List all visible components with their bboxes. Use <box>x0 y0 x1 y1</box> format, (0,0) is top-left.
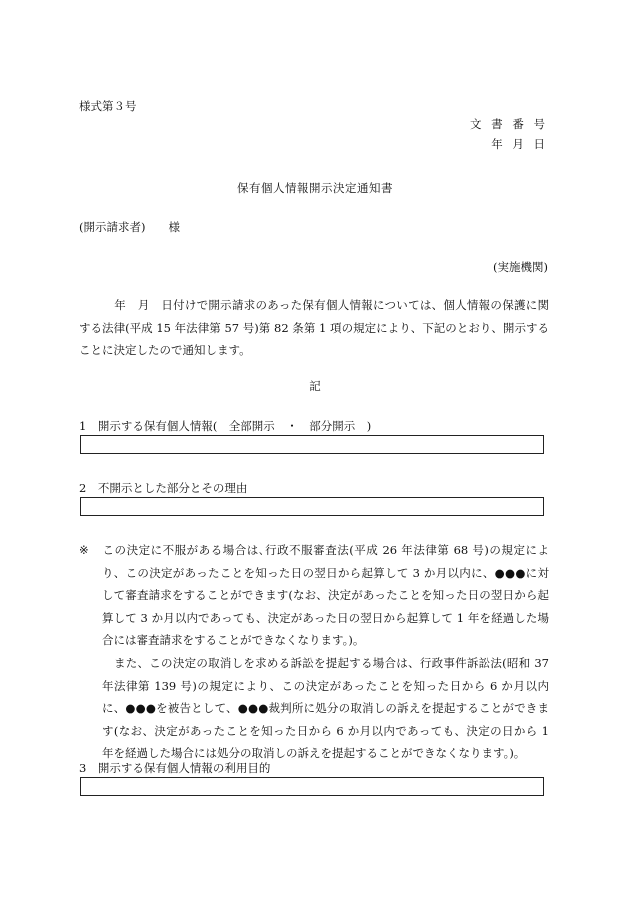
section-3-field[interactable] <box>80 777 544 796</box>
section-2-heading: 2 不開示とした部分とその理由 <box>79 481 248 495</box>
section-3-heading: 3 開示する保有個人情報の利用目的 <box>79 761 271 775</box>
note-paragraph-2: また、この決定の取消しを求める訴訟を提起する場合は、行政事件訴訟法(昭和 37 年法律第 139 号)の規定により、この決定があったことを知った日から 6 か月以内に、●●●を被告として、●●●裁判所に処分の取消しの訴えを提起することができます(なお、決定があったことを知った日から 6 か月以内であっても、決定の日から 1 年を経過した場合には処分の取消しの訴えを提起することができなくなります。)。 <box>102 656 549 760</box>
note-mark: ※ <box>79 543 89 557</box>
section-1-field[interactable] <box>80 435 544 454</box>
note-paragraph-1 <box>79 539 549 652</box>
form-number: 様式第３号 <box>79 99 137 113</box>
note-paragraph-1-text: この決定に不服がある場合は､行政不服審査法(平成 26 年法律第 68 号)の規定により、この決定があったことを知った日の翌日から起算して 3 か月以内に、●●●に対して審査請求をすることができます(なお、決定があったことを知った日の翌日から起算して 3 か月以内であっても、決定があった日の翌日から起算して 1 年を経過した場合には審査請求をすることができなくなります。)。 <box>102 543 549 647</box>
ki-marker: 記 <box>309 379 321 393</box>
section-2-field[interactable] <box>80 497 544 516</box>
document-number: 文 書 番 号 <box>470 117 548 131</box>
document-date: 年 月 日 <box>491 137 548 151</box>
document-title: 保有個人情報開示決定通知書 <box>237 181 393 195</box>
section-1-heading: 1 開示する保有個人情報( 全部開示 ・ 部分開示 ) <box>79 419 372 433</box>
implementing-agency: (実施機関) <box>493 260 548 274</box>
notice-body: 年 月 日付けで開示請求のあった保有個人情報については、個人情報の保護に関する法律(平成 15 年法律第 57 号)第 82 条第 1 項の規定により、下記のとおり、開示することに決定したので通知します。 <box>79 298 549 357</box>
addressee: (開示請求者) 様 <box>79 220 180 234</box>
